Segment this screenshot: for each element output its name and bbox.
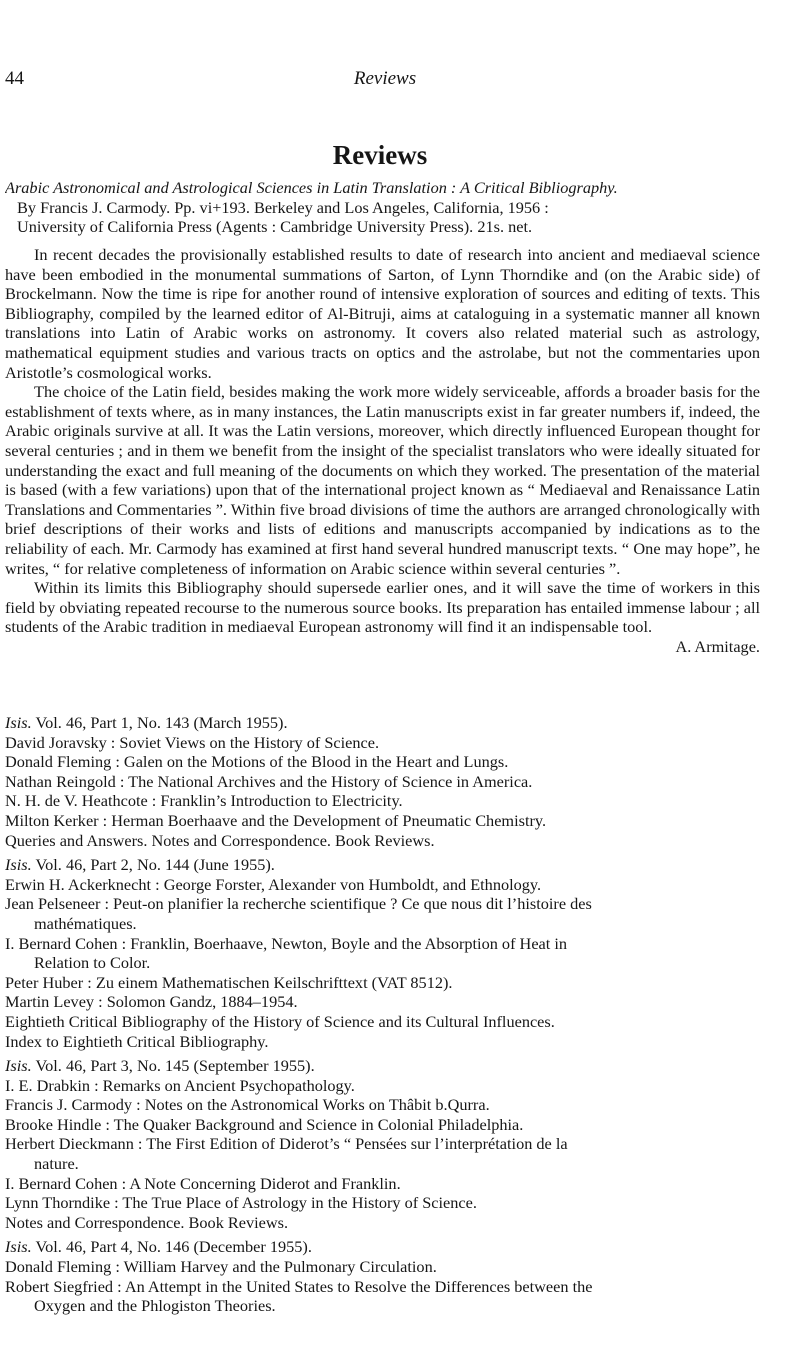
article-entry: Milton Kerker : Herman Boerhaave and the Development of Pneumatic Chemistry. [5, 810, 547, 830]
issue-details: Vol. 46, Part 4, No. 146 (December 1955). [35, 1237, 312, 1257]
journal-issue [5, 855, 760, 1051]
journal-issue [5, 1237, 760, 1315]
journal-issue [5, 1056, 760, 1232]
article-entry: I. Bernard Cohen : A Note Concerning Diderot and Franklin. [5, 1173, 401, 1193]
issue-details: Vol. 46, Part 3, No. 145 (September 1955). [35, 1056, 315, 1076]
section-title: Reviews [332, 140, 428, 170]
article-entry: Martin Levey : Solomon Gandz, 1884–1954. [5, 992, 298, 1012]
article-entry: Donald Fleming : Galen on the Motions of the Blood in the Heart and Lungs. [5, 752, 509, 772]
review-paragraph: In recent decades the provisionally established results to date of research into ancient and mediaeval science have been embodied in the monumental summations of Sarton, of Lynn Thorndike and (on the Arabic side) of Brockelmann. Now the time is ripe for another round of intensive exploration of sources and editing of texts. This Bibliography, compiled by the learned editor of Al-Bitruji, aims at cataloguing in a systematic manner all known translations into Latin of Arabic works on astronomy. It covers also related material such as astrology, mathematical equipment studies and various tracts on optics and the astrolabe, but not the commentaries upon Aristotle’s cosmological works. [5, 245, 760, 382]
issue-details: Vol. 46, Part 2, No. 144 (June 1955). [35, 855, 275, 875]
review-paragraph: The choice of the Latin field, besides making the work more widely serviceable, affords a broader basis for the establishment of texts where, as in many instances, the Latin manuscripts exist in far greater numbers if, indeed, the Arabic originals survive at all. It was the Latin versions, moreover, which directly influenced European thought for several centuries ; and in them we benefit from the insight of the specialist translators who were ideally situated for understanding the exact and full meaning of the documents on which they worked. The presentation of the material is based (with a few variations) upon that of the international project known as “ Mediaeval and Renaissance Latin Translations and Commentaries ”. Within five broad divisions of time the authors are arranged chronologically with brief descriptions of their works and lists of editions and manuscripts accompanied by indications as to the reliability of each. Mr. Carmody has examined at first hand several hundred manuscript texts. “ One may hope”, he writes, “ for relative completeness of information on Arabic science within several centuries ”. [5, 382, 760, 578]
book-title: Arabic Astronomical and Astrological Sciences in Latin Translation : A Critical Bibliography. [5, 178, 618, 197]
journal-contents [5, 713, 760, 1316]
reviewer-signature: A. Armitage. [675, 636, 760, 656]
review-citation [5, 178, 760, 237]
issue-heading [5, 855, 760, 875]
article-entry: Jean Pelseneer : Peut-on planifier la recherche scientifique ? Ce que nous dit l’histoire des [5, 894, 592, 914]
article-entry: Index to Eightieth Critical Bibliography. [5, 1031, 269, 1051]
article-entry: Robert Siegfried : An Attempt in the United States to Resolve the Differences between the [5, 1276, 593, 1296]
article-entry-continued: nature. [34, 1154, 79, 1174]
article-entry: Nathan Reingold : The National Archives and the History of Science in America. [5, 771, 533, 791]
issue-heading [5, 713, 760, 733]
article-entry: Eightieth Critical Bibliography of the History of Science and its Cultural Influences. [5, 1011, 555, 1031]
article-entry: Donald Fleming : William Harvey and the Pulmonary Circulation. [5, 1257, 437, 1277]
issue-heading [5, 1237, 760, 1257]
article-entry: Notes and Correspondence. Book Reviews. [5, 1212, 289, 1232]
article-entry: Brooke Hindle : The Quaker Background and Science in Colonial Philadelphia. [5, 1114, 524, 1134]
article-entry: Lynn Thorndike : The True Place of Astrology in the History of Science. [5, 1193, 477, 1213]
citation-line: University of California Press (Agents : Cambridge University Press). 21s. net. [17, 217, 533, 237]
issue-heading [5, 1056, 760, 1076]
journal-name: Isis. [5, 1237, 32, 1257]
journal-name: Isis. [5, 855, 32, 875]
article-entry-continued: mathématiques. [34, 913, 137, 933]
journal-name: Isis. [5, 1056, 32, 1076]
article-entry: David Joravsky : Soviet Views on the History of Science. [5, 732, 380, 752]
article-entry-continued: Oxygen and the Phlogiston Theories. [34, 1296, 276, 1316]
article-entry: Peter Huber : Zu einem Mathematischen Keilschrifttext (VAT 8512). [5, 972, 453, 992]
issue-details: Vol. 46, Part 1, No. 143 (March 1955). [35, 713, 288, 732]
page-number: 44 [5, 68, 24, 89]
article-entry-continued: Relation to Color. [34, 953, 151, 973]
article-entry: I. Bernard Cohen : Franklin, Boerhaave, Newton, Boyle and the Absorption of Heat in [5, 933, 568, 953]
article-entry: Queries and Answers. Notes and Correspondence. Book Reviews. [5, 830, 435, 850]
citation-line: By Francis J. Carmody. Pp. vi+193. Berkeley and Los Angeles, California, 1956 : [17, 197, 549, 217]
review-body [5, 245, 760, 656]
journal-issue [5, 713, 760, 850]
article-entry: N. H. de V. Heathcote : Franklin’s Introduction to Electricity. [5, 791, 403, 811]
review-paragraph: Within its limits this Bibliography should supersede earlier ones, and it will save the time of workers in this field by obviating repeated recourse to the numerous source books. Its preparation has entailed immense labour ; all students of the Arabic tradition in mediaeval European astronomy will find it an indispensable tool. A. Armitage. [5, 578, 760, 656]
journal-name: Isis. [5, 713, 32, 732]
article-entry: Erwin H. Ackerknecht : George Forster, Alexander von Humboldt, and Ethnology. [5, 874, 542, 894]
article-entry: Herbert Dieckmann : The First Edition of Diderot’s “ Pensées sur l’interprétation de la [5, 1134, 568, 1154]
article-entry: I. E. Drabkin : Remarks on Ancient Psychopathology. [5, 1075, 355, 1095]
running-head: Reviews [353, 68, 417, 89]
article-entry: Francis J. Carmody : Notes on the Astronomical Works on Thâbit b.Qurra. [5, 1095, 490, 1115]
